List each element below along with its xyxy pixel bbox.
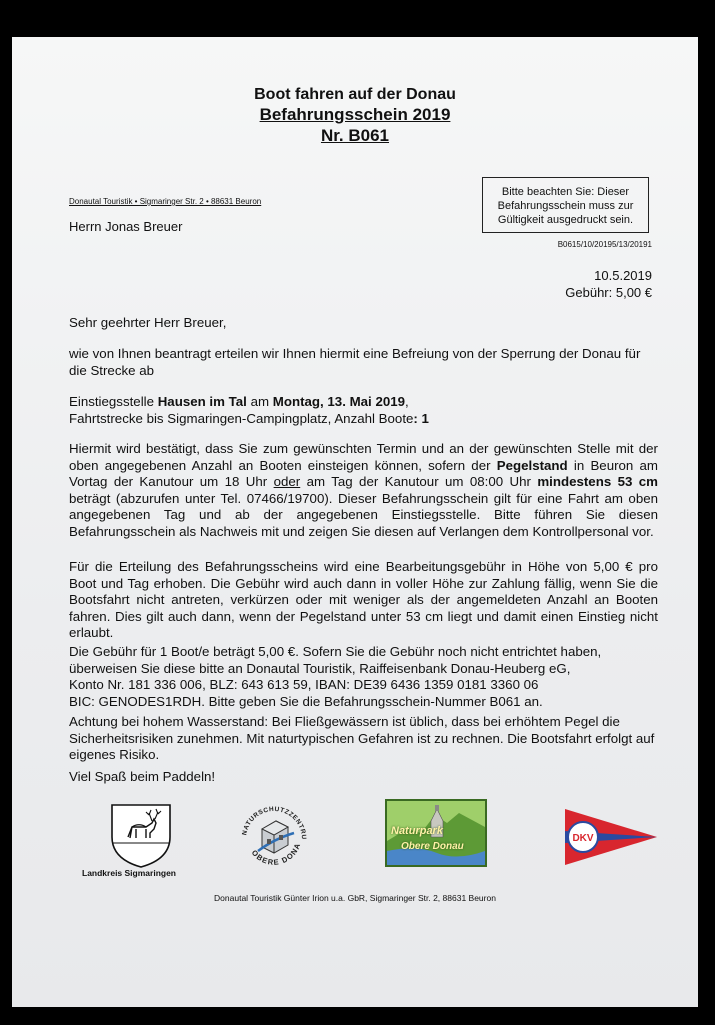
permit-number: Nr. B061 xyxy=(320,126,390,145)
payment-paragraph xyxy=(69,644,658,710)
entry-text: am xyxy=(246,394,273,409)
closing-line: Viel Spaß beim Paddeln! xyxy=(69,769,216,784)
route-text: Fahrtstrecke bis Sigmaringen-Campingplatz, Anzahl Boote xyxy=(69,410,414,426)
document-heading: Boot fahren auf der Donau xyxy=(254,86,456,103)
dkv-emblem-text: DKV xyxy=(572,833,594,844)
footer-address: Donautal Touristik Günter Irion u.a. GbR, Sigmaringer Str. 2, 88631 Beuron xyxy=(214,893,496,903)
letter-date: 10.5.2019 xyxy=(594,268,652,283)
minimum-level: mindestens 53 cm xyxy=(537,474,658,489)
emblem-bottom-text: OBERE DONA xyxy=(249,841,303,867)
paragraph-text: beträgt (abzurufen unter Tel. 07466/19700). Dieser Befahrungsschein gilt für eine Fahrt am oben angegebenen Tag und ab der angegebenen Einstiegsstelle. Bitte führen Sie diesen Befahrungsschein als Nachweis mit und zeigen Sie diesen auf Verlangen dem Kontrollpersonal vor. xyxy=(69,490,658,539)
boat-count: 1 xyxy=(421,410,429,426)
naturpark-label-1: Naturpark xyxy=(391,825,443,837)
paragraph-text: in Beuron am Vortag der Kanutour um 18 Uhr xyxy=(69,457,658,489)
landkreis-label: Landkreis Sigmaringen xyxy=(82,868,176,878)
warning-paragraph: Achtung bei hohem Wasserstand: Bei Fließgewässern ist üblich, dass bei erhöhtem Pegel die Sicherheitsrisiken zunehmen. Mit naturtypischen Gefahren ist zu rechnen. Die Bootsfahrt erfolgt auf eigenes Risiko. xyxy=(69,714,655,762)
naturschutzzentrum-logo xyxy=(234,799,314,877)
fee-paragraph: Für die Erteilung des Befahrungsscheins wird eine Bearbeitungsgebühr in Höhe von 5,00 € pro Boot und Tag erhoben. Die Gebühr wird auch dann in voller Höhe zur Zahlung fällig, wenn Sie die Bootsfahrt nicht antreten, verkürzen oder mit weniger als der angemeldeten Anzahl an Booten fahren. Dies gilt auch dann, wenn der Pegelstand unter 53 cm liegt und damit einen Einstieg nicht erlaubt. xyxy=(69,559,658,640)
document-subtitle: Befahrungsschein 2019 xyxy=(259,105,451,124)
naturpark-obere-donau-logo xyxy=(385,799,487,867)
fee-amount: Gebühr: 5,00 € xyxy=(565,285,652,300)
recipient-name: Herrn Jonas Breuer xyxy=(69,219,183,234)
naturschutzzentrum-emblem-icon xyxy=(234,799,314,877)
sender-address-line: Donautal Touristik • Sigmaringer Str. 2 • 88631 Beuron xyxy=(69,197,262,206)
dkv-pennant-icon xyxy=(565,809,657,865)
paragraph-text: Hiermit wird bestätigt, dass Sie zum gewünschten Termin und an der gewünschten Stelle mit der oben angegebenen Anzahl an Booten einsteigen können, sofern der xyxy=(69,441,658,473)
entry-text: Einstiegsstelle xyxy=(69,394,158,409)
entry-place: Hausen im Tal xyxy=(157,394,247,409)
paragraph-text: am Tag der Kanutour um 08:00 Uhr xyxy=(300,474,538,489)
date-fee-block xyxy=(565,267,652,301)
print-notice-box: Bitte beachten Sie: Dieser Befahrungsschein muss zur Gültigkeit ausgedruckt sein. xyxy=(482,177,649,233)
entry-details xyxy=(69,394,658,427)
bic-line: BIC: GENODES1RDH. Bitte geben Sie die Befahrungsschein-Nummer B061 an. xyxy=(69,693,543,709)
confirmation-paragraph xyxy=(69,441,658,540)
naturpark-label-2: Obere Donau xyxy=(401,841,464,852)
payment-line: überweisen Sie diese bitte an Donautal Touristik, Raiffeisenbank Donau-Heuberg eG, xyxy=(69,660,571,676)
salutation: Sehr geehrter Herr Breuer, xyxy=(69,315,227,330)
coat-of-arms-icon xyxy=(106,803,176,869)
bank-details-line: Konto Nr. 181 336 006, BLZ: 643 613 59, IBAN: DE39 6436 1359 0181 3360 06 xyxy=(69,677,539,692)
underlined-oder: oder xyxy=(273,474,301,489)
entry-text: , xyxy=(405,394,409,409)
intro-paragraph: wie von Ihnen beantragt erteilen wir Ihnen hiermit eine Befreiung von der Sperrung der Donau für die Strecke ab xyxy=(69,346,641,378)
emblem-top-text: NATURSCHUTZZENTRU xyxy=(241,805,308,841)
document-page xyxy=(12,37,698,1007)
dkv-pennant-logo xyxy=(565,809,657,865)
entry-date: Montag, 13. Mai 2019 xyxy=(272,394,406,409)
entry-colon: : xyxy=(413,410,422,426)
landkreis-sigmaringen-logo xyxy=(106,803,176,869)
water-level-term: Pegelstand xyxy=(496,457,568,473)
reference-code: B0615/10/20195/13/20191 xyxy=(557,240,652,249)
payment-line: Die Gebühr für 1 Boot/e beträgt 5,00 €. Sofern Sie die Gebühr noch nicht entrichtet haben, xyxy=(69,644,602,659)
